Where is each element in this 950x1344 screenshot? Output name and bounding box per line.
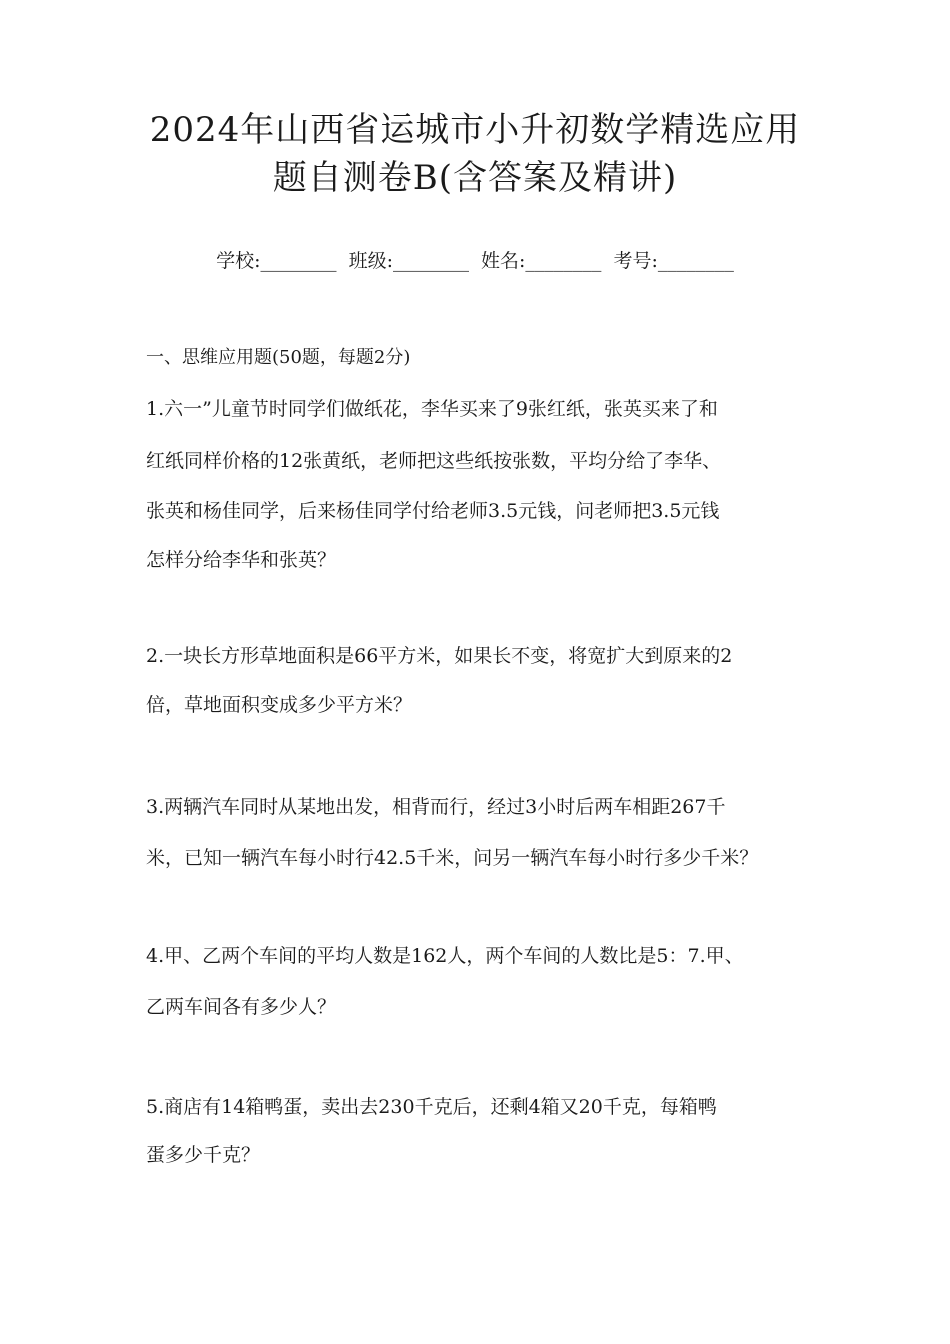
question-line: 乙两车间各有多少人？: [146, 996, 337, 1018]
exam-number-field: 考号:________: [613, 250, 734, 272]
document-title-line-1: 2024年山西省运城市小升初数学精选应用: [149, 110, 801, 150]
question-line: 3.两辆汽车同时从某地出发，相背而行，经过3小时后两车相距267千: [146, 796, 726, 818]
section-heading: 一、思维应用题(50题，每题2分): [146, 347, 411, 368]
question-line: 米，已知一辆汽车每小时行42.5千米，问另一辆汽车每小时行多少千米？: [146, 847, 759, 869]
question-line: 张英和杨佳同学，后来杨佳同学付给老师3.5元钱，问老师把3.5元钱: [146, 500, 720, 522]
name-field: 姓名:________: [481, 250, 602, 272]
question-line: 倍，草地面积变成多少平方米？: [146, 694, 413, 716]
question-line: 红纸同样价格的12张黄纸，老师把这些纸按张数，平均分给了李华、: [146, 450, 722, 472]
question-line: 蛋多少千克？: [146, 1144, 261, 1166]
document-title-line-2: 题自测卷B(含答案及精讲): [272, 158, 678, 198]
question-line: 4.甲、乙两个车间的平均人数是162人，两个车间的人数比是5：7.甲、: [146, 945, 744, 967]
school-field: 学校:________: [216, 250, 337, 272]
question-line: 怎样分给李华和张英？: [146, 549, 337, 571]
question-line: 5.商店有14箱鸭蛋，卖出去230千克后，还剩4箱又20千克，每箱鸭: [146, 1096, 717, 1118]
question-line: 1.六一”儿童节时同学们做纸花，李华买来了9张红纸，张英买来了和: [146, 398, 718, 420]
student-info-row: [0, 246, 950, 276]
class-field: 班级:________: [348, 250, 469, 272]
question-line: 2.一块长方形草地面积是66平方米，如果长不变，将宽扩大到原来的2: [146, 645, 733, 667]
